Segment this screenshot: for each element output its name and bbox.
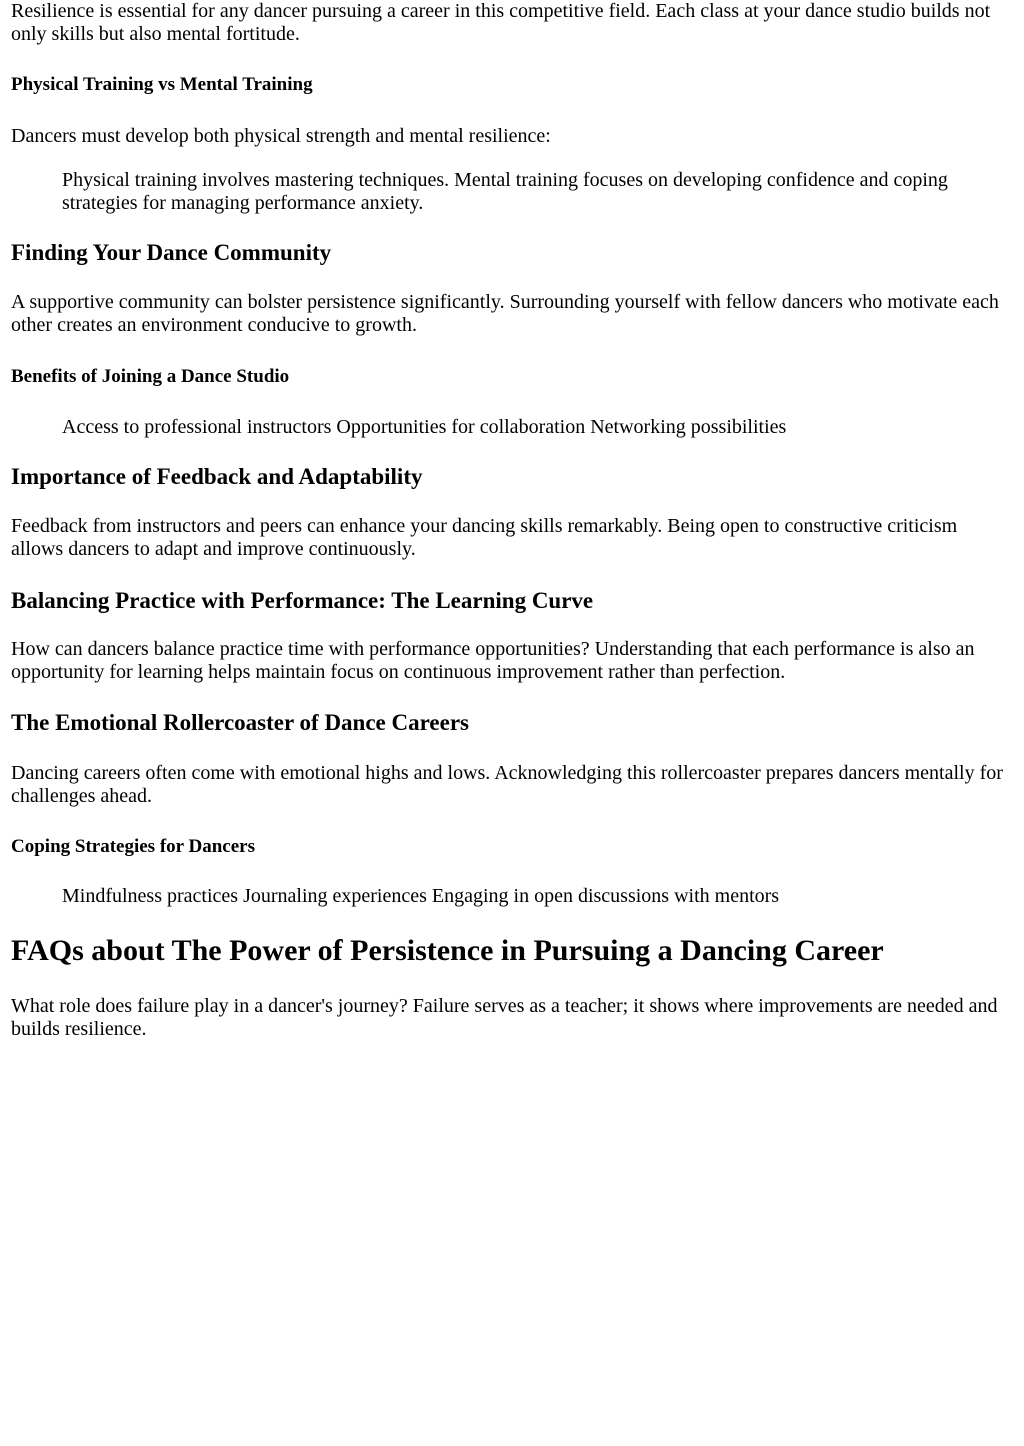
studio-benefits-list: Access to professional instructors Opportunities for collaboration Networking possibilities — [62, 416, 787, 438]
heading-physical-vs-mental: Physical Training vs Mental Training — [11, 74, 313, 95]
heading-dance-community: Finding Your Dance Community — [11, 240, 332, 265]
balancing-paragraph: How can dancers balance practice time with performance opportunities? Understanding that each performance is also an opportunity for learning helps maintain focus on continuous improvement rather than perfection. — [11, 638, 975, 683]
heading-studio-benefits: Benefits of Joining a Dance Studio — [11, 366, 290, 387]
physical-vs-mental-quote: Physical training involves mastering techniques. Mental training focuses on developing confidence and coping strategies for managing performance anxiety. — [62, 169, 948, 214]
heading-balancing-practice: Balancing Practice with Performance: The Learning Curve — [11, 588, 594, 613]
heading-emotional-rollercoaster: The Emotional Rollercoaster of Dance Careers — [11, 710, 469, 735]
intro-paragraph: Resilience is essential for any dancer pursuing a career in this competitive field. Each class at your dance studio builds not only skills but also mental fortitude. — [11, 0, 991, 45]
emotional-paragraph: Dancing careers often come with emotional highs and lows. Acknowledging this rollercoaster prepares dancers mentally for challenges ahead. — [11, 762, 1003, 807]
heading-coping-strategies: Coping Strategies for Dancers — [11, 836, 255, 857]
feedback-paragraph: Feedback from instructors and peers can enhance your dancing skills remarkably. Being open to constructive criticism allows dancers to adapt and improve continuously. — [11, 515, 958, 560]
heading-faqs: FAQs about The Power of Persistence in Pursuing a Dancing Career — [11, 934, 884, 967]
dance-community-paragraph: A supportive community can bolster persistence significantly. Surrounding yourself with fellow dancers who motivate each other creates an environment conducive to growth. — [11, 291, 999, 336]
heading-feedback-adaptability: Importance of Feedback and Adaptability — [11, 464, 423, 489]
physical-vs-mental-paragraph: Dancers must develop both physical strength and mental resilience: — [11, 125, 551, 147]
coping-strategies-list: Mindfulness practices Journaling experiences Engaging in open discussions with mentors — [62, 885, 780, 907]
faqs-paragraph: What role does failure play in a dancer's journey? Failure serves as a teacher; it shows where improvements are needed and builds resilience. — [11, 995, 998, 1040]
